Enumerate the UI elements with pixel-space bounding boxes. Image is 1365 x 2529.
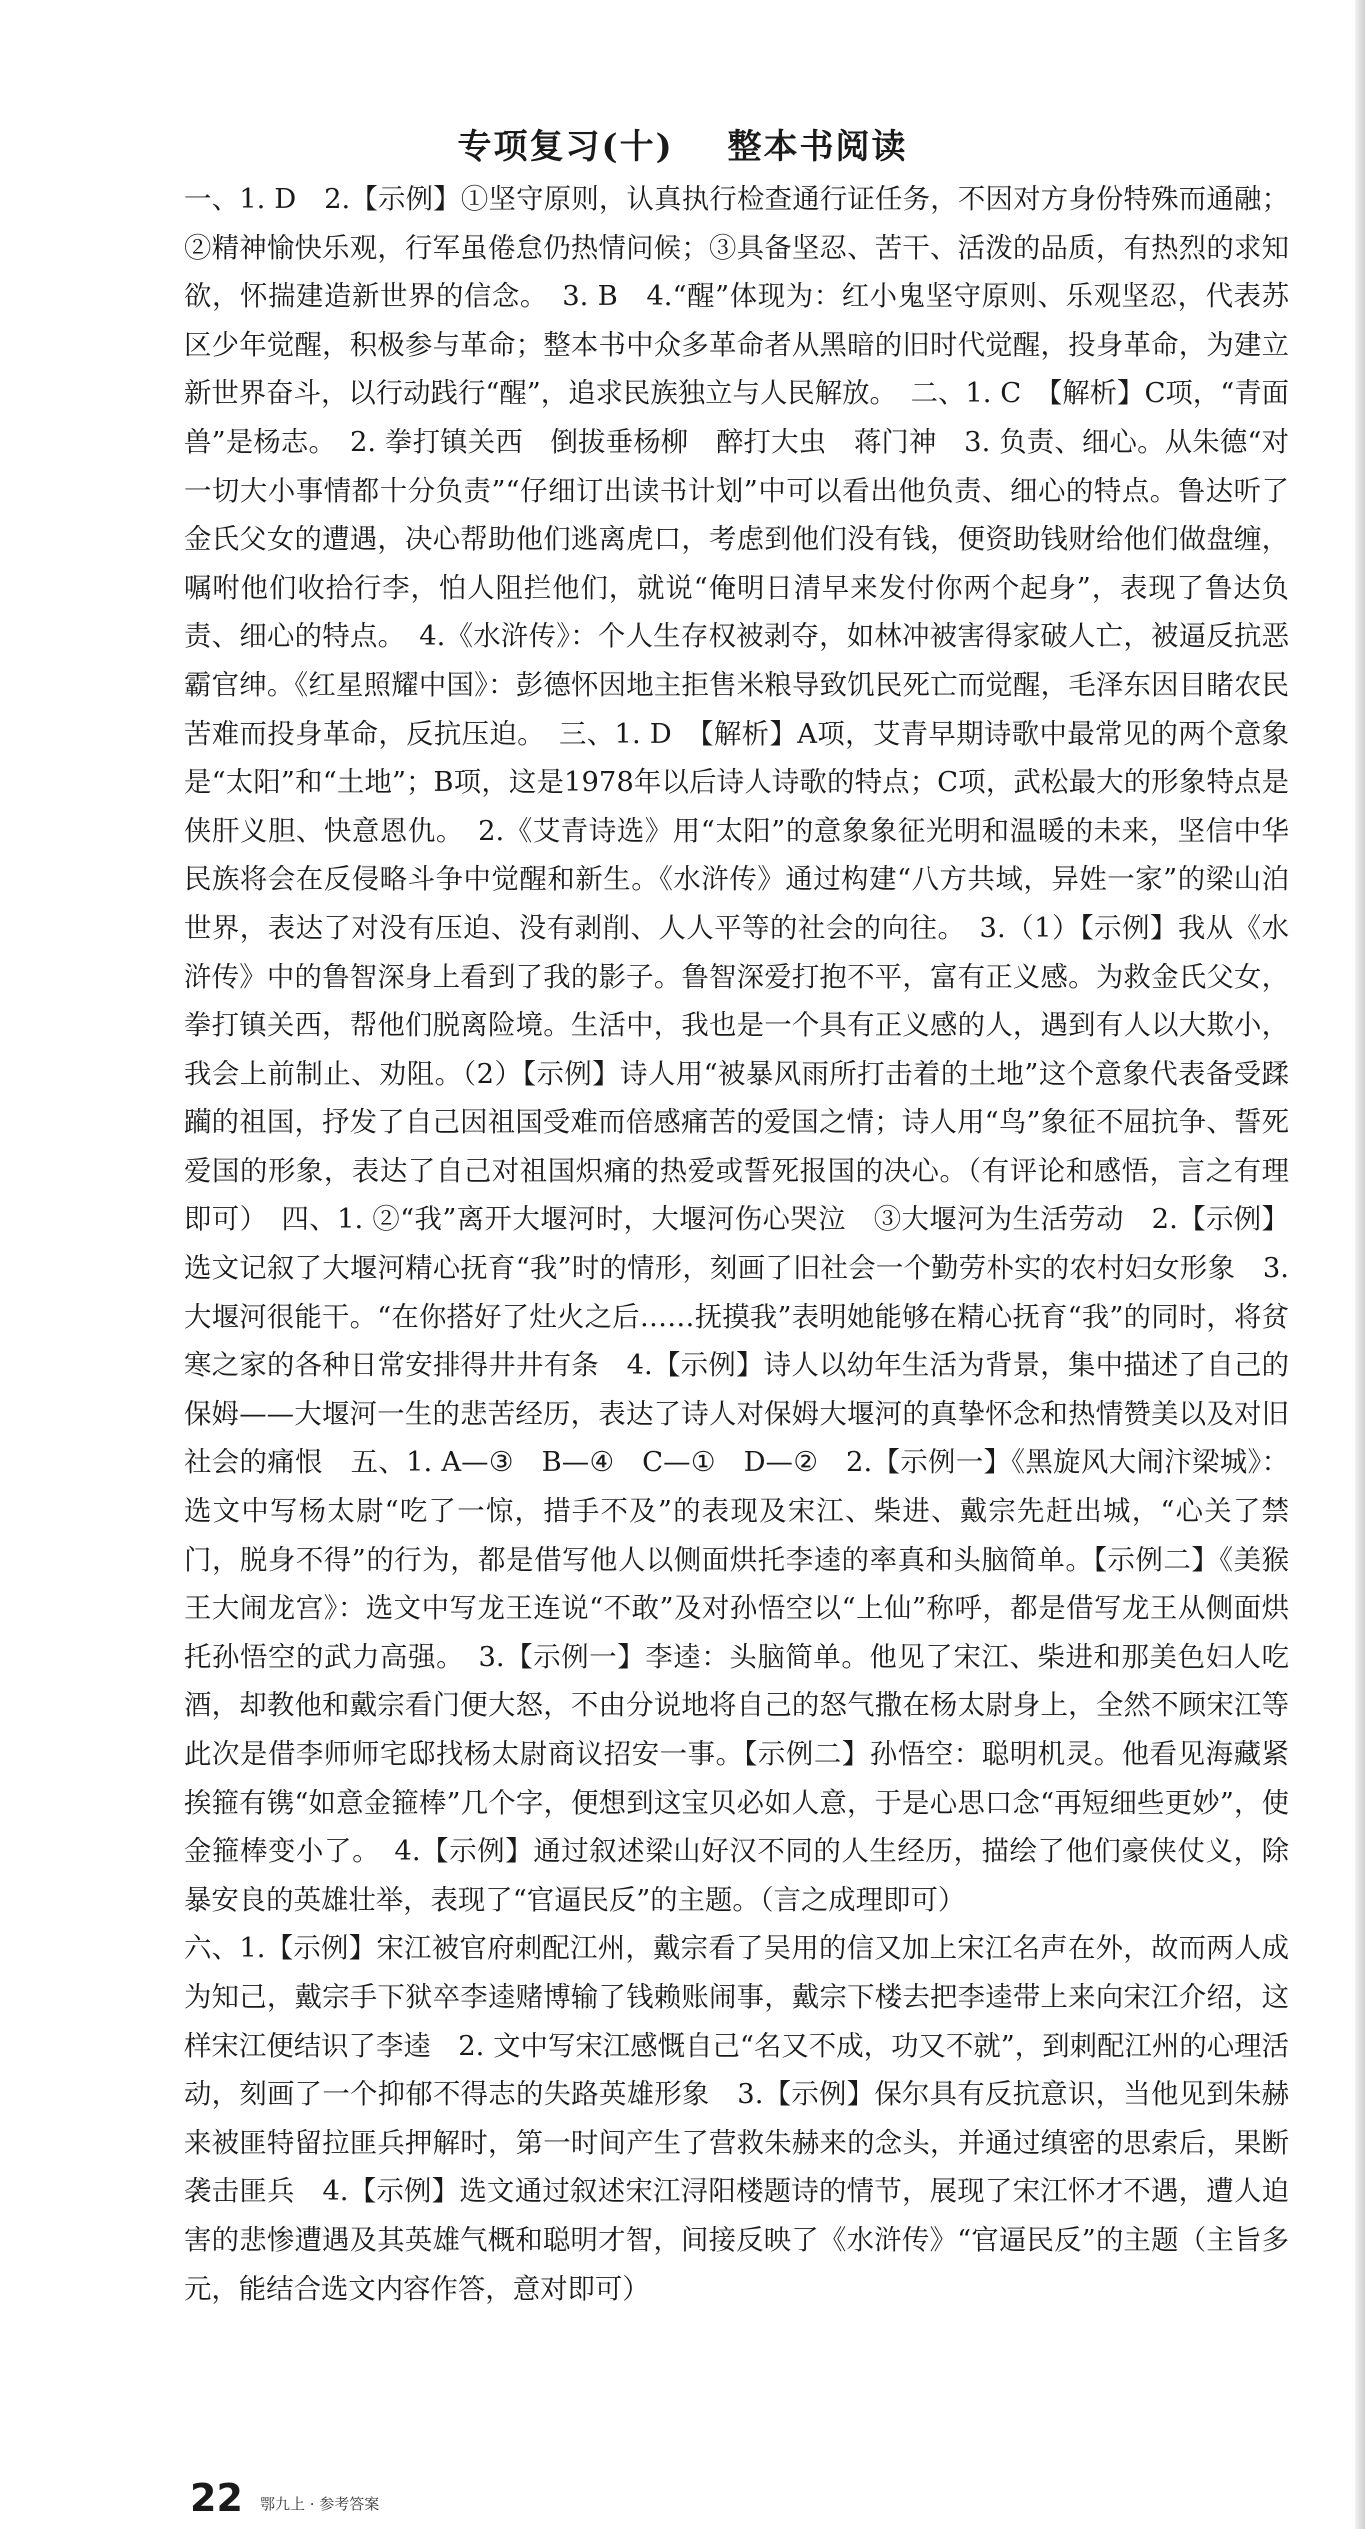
footer-note: 鄂九上 · 参考答案 [260, 2495, 380, 2513]
answer-section-1-to-5: 一、1. D 2.【示例】①坚守原则，认真执行检查通行证任务，不因对方身份特殊而通融；②精神愉快乐观，行军虽倦怠仍热情问候；③具备坚忍、苦干、活泼的品质，有热烈的求知欲，怀揣建造新世界的信念。 3. B 4.“醒”体现为：红小鬼坚守原则、乐观坚忍，代表苏区少年觉醒，积极参与革命；整本书中众多革命者从黑暗的旧时代觉醒，投身革命，为建立新世界奋斗，以行动践行“醒”，追求民族独立与人民解放。 二、1. C 【解析】C项，“青面兽”是杨志。 2. 拳打镇关西 倒拔垂杨柳 醉打大虫 蒋门神 3. 负责、细心。从朱德“对一切大小事情都十分负责”“仔细订出读书计划”中可以看出他负责、细心的特点。鲁达听了金氏父女的遭遇，决心帮助他们逃离虎口，考虑到他们没有钱，便资助钱财给他们做盘缠，嘱咐他们收拾行李，怕人阻拦他们，就说“俺明日清早来发付你两个起身”，表现了鲁达负责、细心的特点。 4.《水浒传》：个人生存权被剥夺，如林冲被害得家破人亡，被逼反抗恶霸官绅。《红星照耀中国》：彭德怀因地主拒售米粮导致饥民死亡而觉醒，毛泽东因目睹农民苦难而投身革命，反抗压迫。 三、1. D 【解析】A项，艾青早期诗歌中最常见的两个意象是“太阳”和“土地”；B项，这是1978年以后诗人诗歌的特点；C项，武松最大的形象特点是侠肝义胆、快意恩仇。 2.《艾青诗选》用“太阳”的意象象征光明和温暖的未来，坚信中华民族将会在反侵略斗争中觉醒和新生。《水浒传》通过构建“八方共域，异姓一家”的梁山泊世界，表达了对没有压迫、没有剥削、人人平等的社会的向往。 3.（1）【示例】我从《水浒传》中的鲁智深身上看到了我的影子。鲁智深爱打抱不平，富有正义感。为救金氏父女，拳打镇关西，帮他们脱离险境。生活中，我也是一个具有正义感的人，遇到有人以大欺小，我会上前制止、劝阻。（2）【示例】诗人用“被暴风雨所打击着的土地”这个意象代表备受蹂躏的祖国，抒发了自己因祖国受难而倍感痛苦的爱国之情；诗人用“鸟”象征不屈抗争、誓死爱国的形象，表达了自己对祖国炽痛的热爱或誓死报国的决心。（有评论和感悟，言之有理即可） 四、1. ②“我”离开大堰河时，大堰河伤心哭泣 ③大堰河为生活劳动 2.【示例】选文记叙了大堰河精心抚育“我”时的情形，刻画了旧社会一个勤劳朴实的农村妇女形象 3. 大堰河很能干。“在你搭好了灶火之后……抚摸我”表明她能够在精心抚育“我”的同时，将贫寒之家的各种日常安排得井井有条 4.【示例】诗人以幼年生活为背景，集中描述了自己的保姆——大堰河一生的悲苦经历，表达了诗人对保姆大堰河的真挚怀念和热情赞美以及对旧社会的痛恨 五、1. A—③ B—④ C—① D—② 2.【示例一】《黑旋风大闹汴梁城》：选文中写杨太尉“吃了一惊，措手不及”的表现及宋江、柴进、戴宗先赶出城，“心关了禁门，脱身不得”的行为，都是借写他人以侧面烘托李逵的率真和头脑简单。【示例二】《美猴王大闹龙宫》：选文中写龙王连说“不敢”及对孙悟空以“上仙”称呼，都是借写龙王从侧面烘托孙悟空的武力高强。 3.【示例一】李逵：头脑简单。他见了宋江、柴进和那美色妇人吃酒，却教他和戴宗看门便大怒，不由分说地将自己的怒气撒在杨太尉身上，全然不顾宋江等此次是借李师师宅邸找杨太尉商议招安一事。【示例二】孙悟空：聪明机灵。他看见海藏紧挨箍有镌“如意金箍棒”几个字，便想到这宝贝必如人意，于是心思口念“再短细些更妙”，使金箍棒变小了。 4.【示例】通过叙述梁山好汉不同的人生经历，描绘了他们豪侠仗义，除暴安良的英雄壮举，表现了“官逼民反”的主题。（言之成理即可） [184, 184, 1289, 1916]
page-edge-shadow [1355, 0, 1365, 2529]
page-title [0, 122, 1365, 172]
answer-section-6: 六、1.【示例】宋江被官府刺配江州，戴宗看了吴用的信又加上宋江名声在外，故而两人成为知己，戴宗手下狱卒李逵赌博输了钱赖账闹事，戴宗下楼去把李逵带上来向宋江介绍，这样宋江便结识了李逵 2. 文中写宋江感慨自己“名又不成，功又不就”，到刺配江州的心理活动，刻画了一个抑郁不得志的失路英雄形象 3.【示例】保尔具有反抗意识，当他见到朱赫来被匪特留拉匪兵押解时，第一时间产生了营救朱赫来的念头，并通过缜密的思索后，果断袭击匪兵 4.【示例】选文通过叙述宋江浔阳楼题诗的情节，展现了宋江怀才不遇，遭人迫害的悲惨遭遇及其英雄气概和聪明才智，间接反映了《水浒传》“官逼民反”的主题（主旨多元，能结合选文内容作答，意对即可） [184, 1933, 1289, 2305]
title-series: 专项复习(十) [457, 127, 674, 167]
title-topic: 整本书阅读 [727, 127, 908, 167]
answer-body [184, 176, 1289, 2314]
page-number: 22 [190, 2476, 243, 2520]
